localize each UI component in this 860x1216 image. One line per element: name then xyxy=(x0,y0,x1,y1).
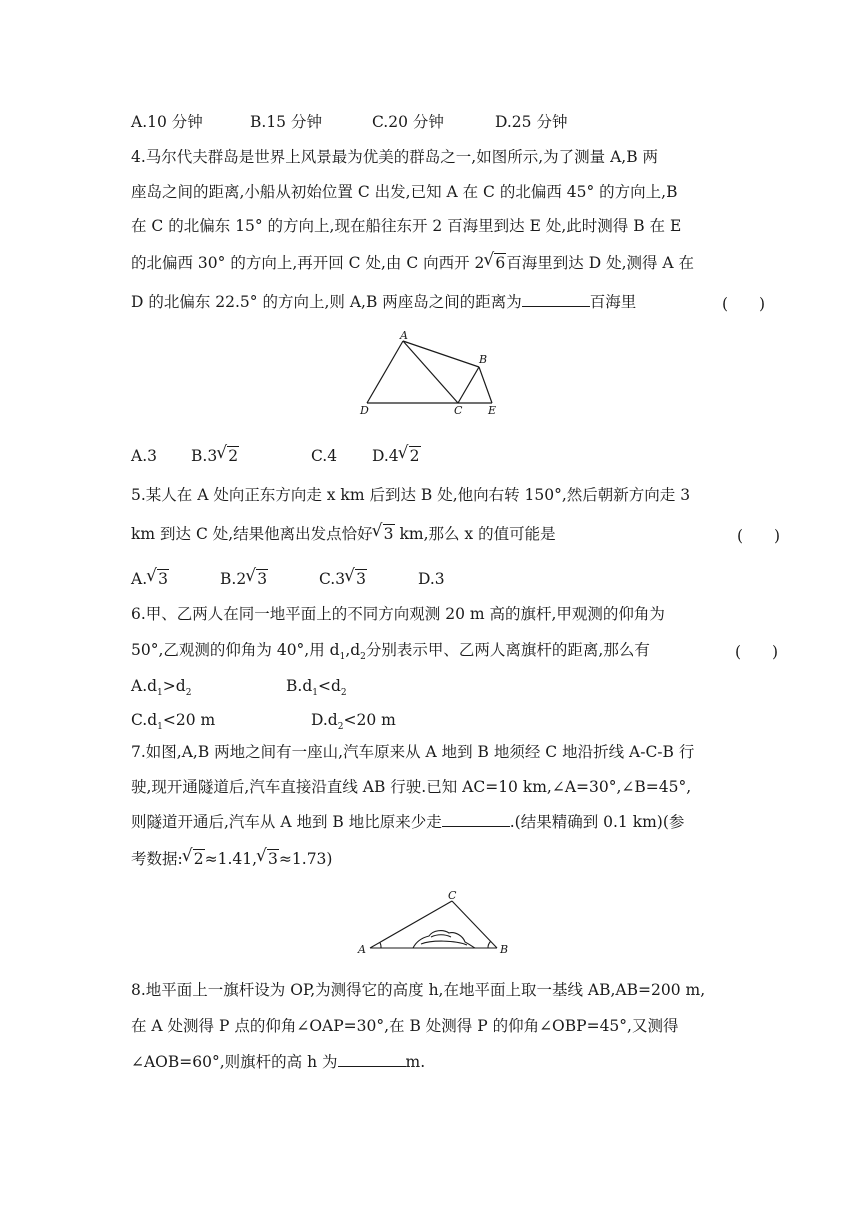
point-label-b: B xyxy=(479,353,488,366)
q7-text-line-4: 考数据:√ 2≈1.41,√ 3≈1.73) xyxy=(131,849,332,869)
q3-option-b: B.15 分钟 xyxy=(250,113,322,131)
sqrt-symbol: √ 2 xyxy=(399,446,421,466)
q7-text-line-1: 7.如图,A,B 两地之间有一座山,汽车原来从 A 地到 B 地须经 C 地沿折线 A-C-B 行 xyxy=(131,743,695,761)
answer-paren: ( ) xyxy=(737,527,781,545)
line-be xyxy=(479,367,492,403)
point-label-d: D xyxy=(360,404,369,417)
point-label-c: C xyxy=(448,890,457,902)
point-label-a: A xyxy=(400,330,408,342)
q8-text-line-3: ∠AOB=60°,则旗杆的高 h 为 m. xyxy=(131,1053,426,1071)
q3-option-c: C.20 分钟 xyxy=(372,113,444,131)
answer-blank xyxy=(522,292,590,307)
q5-text-line-2: km 到达 C 处,结果他离出发点恰好√ 3 km,那么 x 的值可能是 xyxy=(131,524,556,544)
q6-option-a: $A.d_1>d_2$ xyxy=(131,677,192,699)
q7-figure xyxy=(355,890,515,960)
sqrt-symbol: √ 2 xyxy=(183,849,205,869)
answer-blank xyxy=(442,812,510,827)
q4-text-line-3: 在 C 的北偏东 15° 的方向上,现在船往东开 2 百海里到达 E 处,此时测得 B 在 E xyxy=(131,217,682,235)
point-label-e: E xyxy=(488,404,497,417)
q6-text-line-1: 6.甲、乙两人在同一地平面上的不同方向观测 20 m 高的旗杆,甲观测的仰角为 xyxy=(131,605,665,623)
q8-text-line-1: 8.地平面上一旗杆设为 OP,为测得它的高度 h,在地平面上取一基线 AB,AB=200 m, xyxy=(131,981,706,999)
line-cb xyxy=(452,901,497,948)
q7-text-line-3: 则隧道开通后,汽车从 A 地到 B 地比原来少走 .(结果精确到 0.1 km)(参 xyxy=(131,813,685,831)
q4-text-line-5: D 的北偏东 22.5° 的方向上,则 A,B 两座岛之间的距离为 百海里 xyxy=(131,293,637,311)
line-cb xyxy=(458,367,479,403)
q4-text-line-4: 的北偏西 30° 的方向上,再开回 C 处,由 C 向西开 2√ 6百海里到达 D 处,测得 A 在 xyxy=(131,253,694,273)
answer-paren: ( ) xyxy=(735,643,779,661)
angle-a-arc xyxy=(380,943,381,949)
sqrt-symbol: √ 2 xyxy=(217,446,239,466)
q4-text-line-2: 座岛之间的距离,小船从初始位置 C 出发,已知 A 在 C 的北偏西 45° 的方向上,B xyxy=(131,183,678,201)
q4-option-a: A.3 xyxy=(131,447,157,465)
mountain-outline xyxy=(413,931,475,948)
q5-option-b: B.2√ 3 xyxy=(220,569,268,589)
point-label-a: A xyxy=(358,943,366,956)
q5-option-d: D.3 xyxy=(418,570,445,588)
q5-option-a: A.√ 3 xyxy=(131,569,169,589)
mountain-ridge xyxy=(421,941,467,945)
q4-option-c: C.4 xyxy=(311,447,338,465)
sqrt-symbol: √ 3 xyxy=(345,569,367,589)
q5-option-c: C.3√ 3 xyxy=(319,569,367,589)
q6-option-d: $D.d_2<20$ m xyxy=(311,711,396,733)
answer-paren: ( ) xyxy=(722,295,766,313)
mountain-ridge-top xyxy=(431,935,451,937)
q4-option-d: D.4√ 2 xyxy=(372,446,421,466)
q5-text-line-1: 5.某人在 A 处向正东方向走 x km 后到达 B 处,他向右转 150°,然后朝新方向走 3 xyxy=(131,486,691,504)
q3-option-d: D.25 分钟 xyxy=(495,113,568,131)
line-da xyxy=(367,341,403,403)
q4-option-b: B.3√ 2 xyxy=(191,446,239,466)
q7-text-line-2: 驶,现开通隧道后,汽车直接沿直线 AB 行驶.已知 AC=10 km,∠A=30°,∠B=45°, xyxy=(131,778,692,796)
sqrt-symbol: √ 3 xyxy=(373,524,395,544)
sqrt-symbol: √ 3 xyxy=(246,569,268,589)
answer-blank xyxy=(338,1052,406,1067)
q4-text-line-1: 4.马尔代夫群岛是世界上风景最为优美的群岛之一,如图所示,为了测量 A,B 两 xyxy=(131,148,659,166)
point-label-c: C xyxy=(454,404,463,417)
q6-text-line-2: 50°,乙观测的仰角为 40°,用 $d_1,d_2$分别表示甲、乙两人离旗杆的距离,那么有 xyxy=(131,641,650,663)
sqrt-symbol: √ 6 xyxy=(484,253,506,273)
q3-option-a: A.10 分钟 xyxy=(131,113,203,131)
q6-option-b: $B.d_1<d_2$ xyxy=(286,677,347,699)
q6-option-c: $C.d_1<20$ m xyxy=(131,711,216,733)
sqrt-symbol: √ 3 xyxy=(257,849,279,869)
point-label-b: B xyxy=(500,943,509,956)
angle-b-arc xyxy=(488,942,491,949)
q4-figure xyxy=(355,330,505,420)
q8-text-line-2: 在 A 处测得 P 点的仰角∠OAP=30°,在 B 处测得 P 的仰角∠OBP=45°,又测得 xyxy=(131,1017,679,1035)
sqrt-symbol: √ 3 xyxy=(147,569,169,589)
